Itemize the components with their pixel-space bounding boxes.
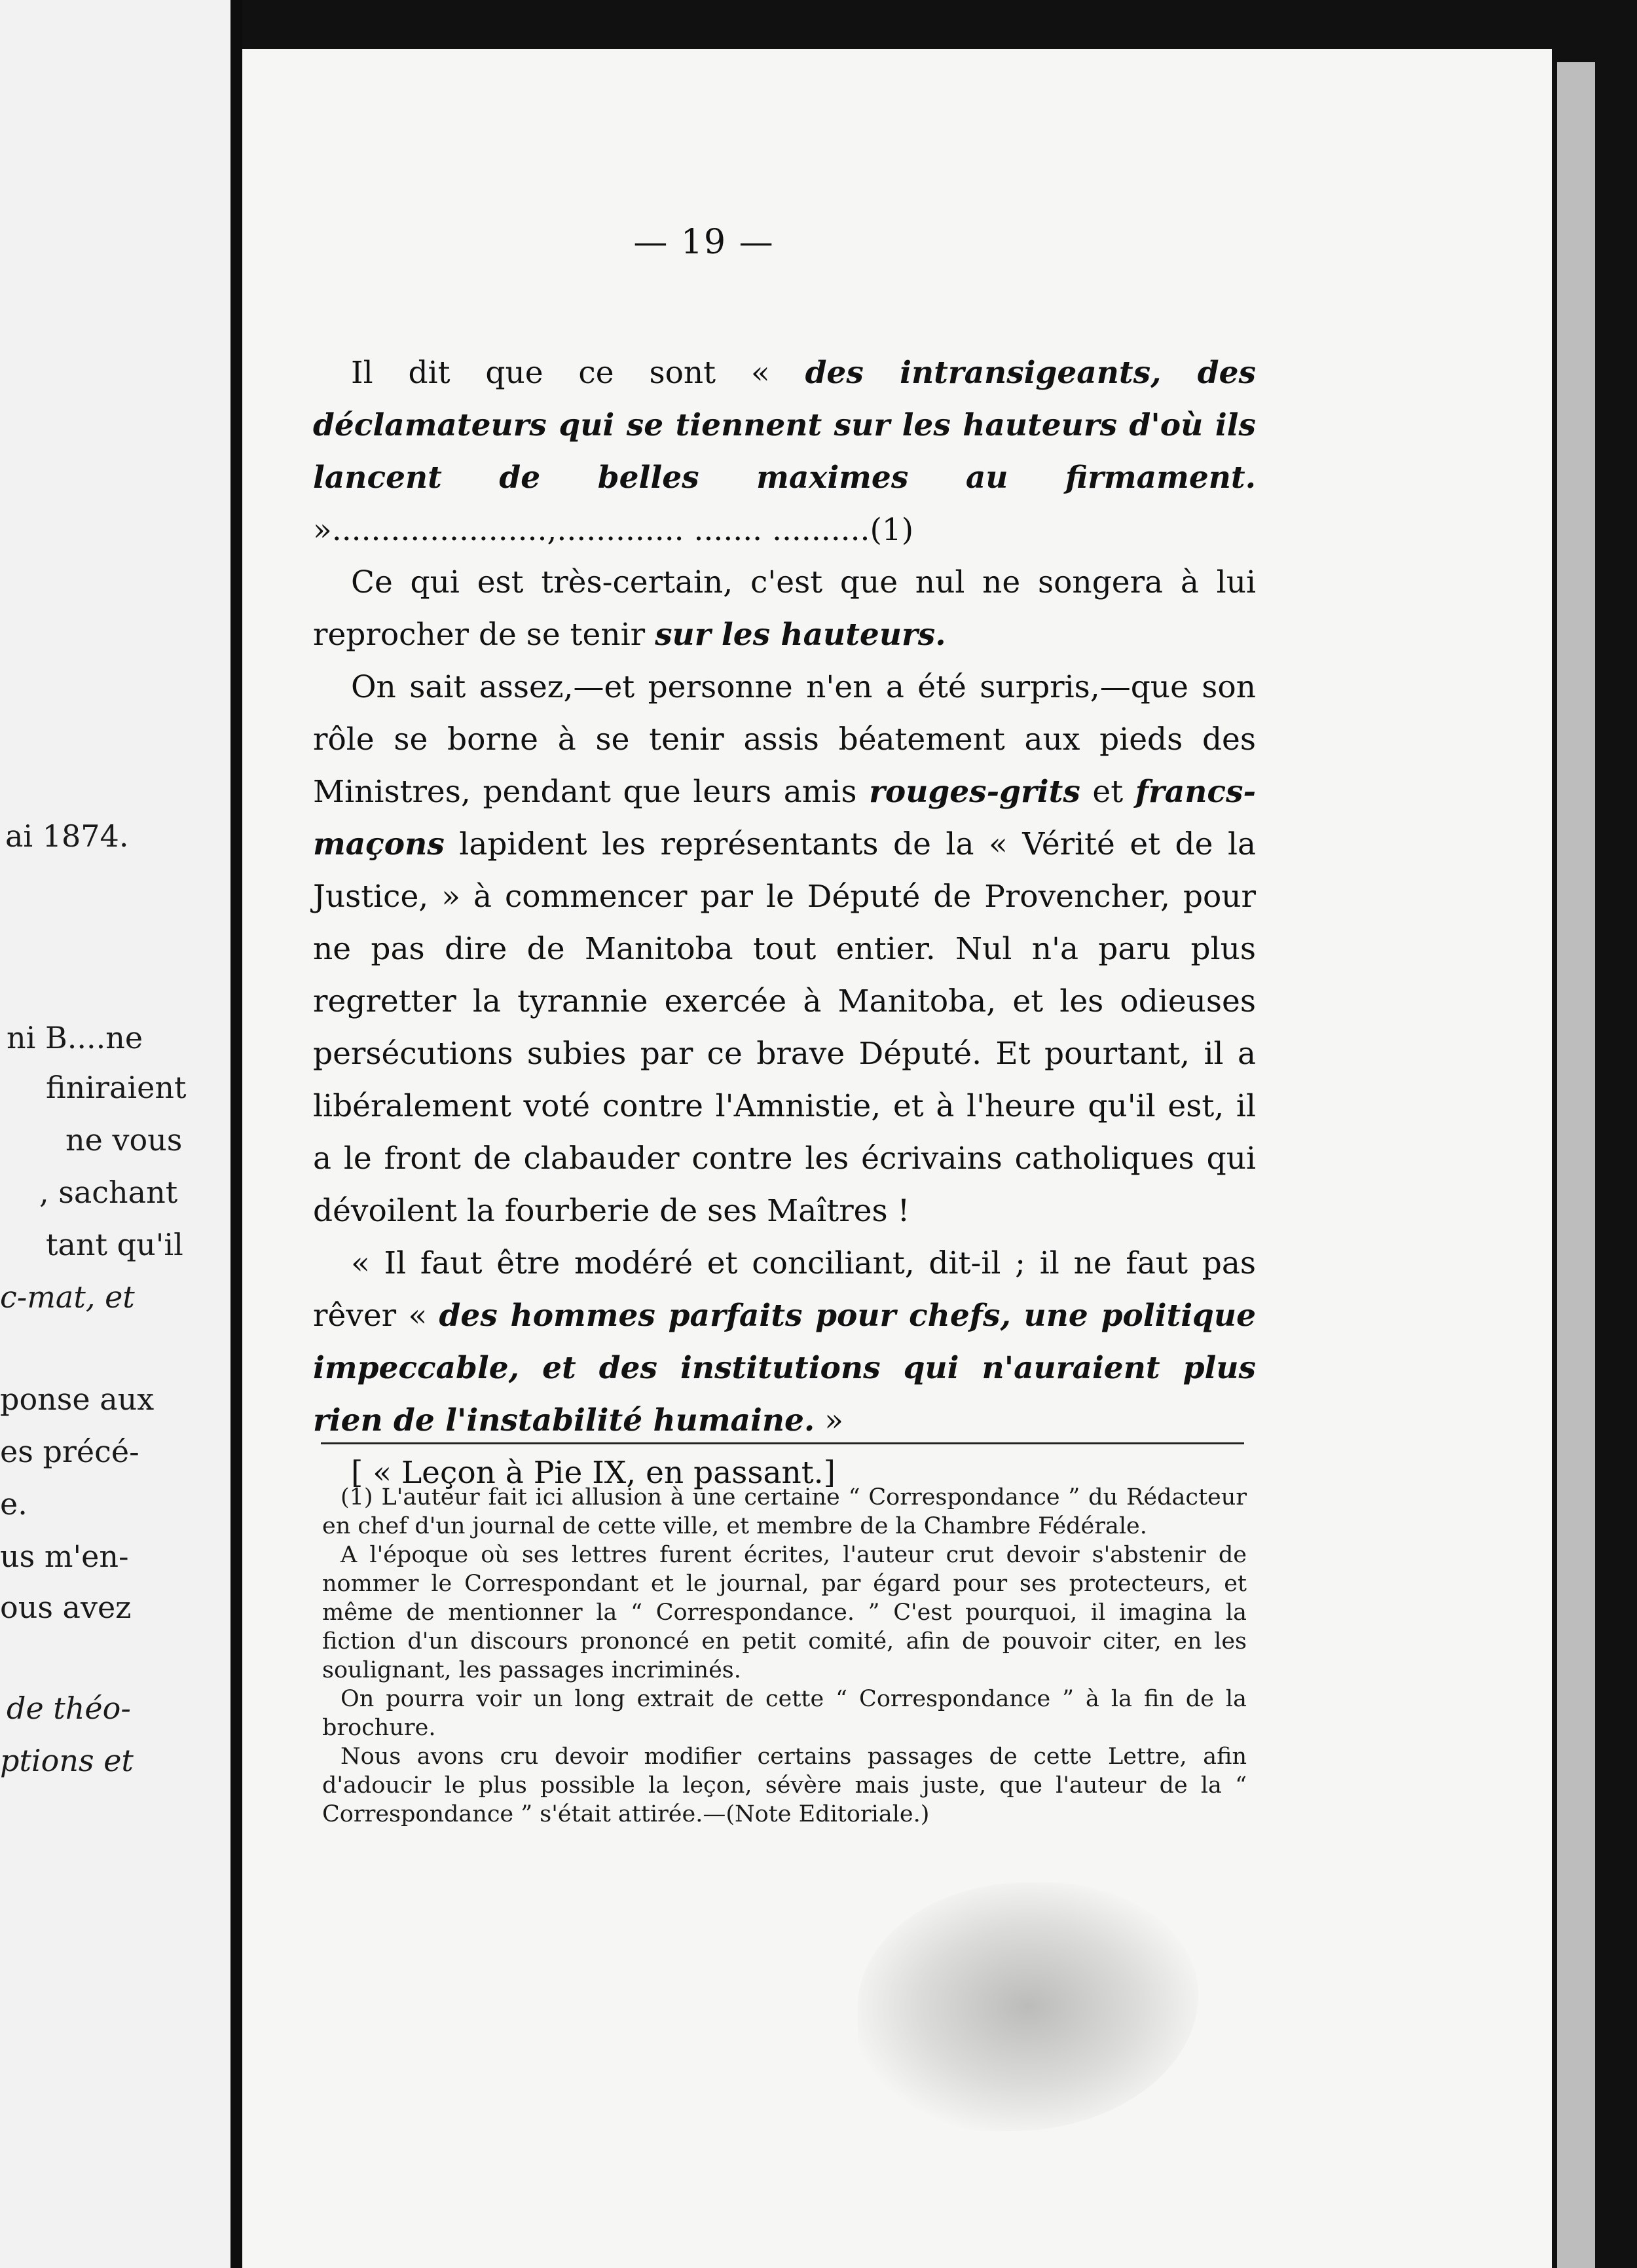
footnote: A l'époque où ses lettres furent écrites, l'auteur crut devoir s'abstenir de nommer le Correspondant et le journal, par égard pour ses protecteurs, et même de mentionner la “ Correspondance. ” C'est pourquoi, il imagina la fiction d'un discours prononcé en petit comité, afin de pouvoir citer, en les soulignant, les passages incriminés. <box>322 1542 1247 1683</box>
left-fragment: finiraient <box>46 1070 187 1105</box>
left-fragment: ni B....ne <box>7 1020 143 1055</box>
paragraph <box>313 557 1256 661</box>
footnote: Nous avons cru devoir modifier certains passages de cette Lettre, afin d'adoucir le plus possible la leçon, sévère mais juste, que l'auteur de la “ Correspondance ” s'était attirée.—(Note Editoriale.) <box>322 1744 1247 1827</box>
main-page <box>242 49 1552 2268</box>
italic-run: des intransigeants, des déclamateurs qui se tiennent sur les hauteurs d'où ils lancent de belles maximes au firmament. <box>313 355 1256 496</box>
italic-run: francs-maçons <box>313 774 1256 862</box>
paragraph <box>313 1237 1256 1447</box>
left-fragment: de théo- <box>7 1691 131 1726</box>
page-edge-sheet <box>1557 62 1595 2268</box>
text-run: [ « Leçon à Pie IX, en passant.] <box>351 1455 836 1491</box>
left-fragment: es précé- <box>0 1434 139 1469</box>
left-fragment: c-mat, et <box>0 1279 135 1315</box>
italic-run: rouges-grits <box>869 774 1080 810</box>
left-fragment: ptions et <box>0 1743 134 1778</box>
page-number: — 19 — <box>633 223 775 262</box>
footnote: (1) L'auteur fait ici allusion à une certaine “ Correspondance ” du Rédacteur en chef d'un journal de cette ville, et membre de la Chambre Fédérale. <box>322 1484 1247 1539</box>
previous-page-fragment <box>0 0 230 2268</box>
text-run: On sait assez,—et personne n'en a été surpris,—que son rôle se borne à se tenir assis béatement aux pieds des Ministres, pendant que leurs amis <box>313 669 1256 810</box>
left-fragment: ne vous <box>65 1122 183 1158</box>
left-fragment: e. <box>0 1486 28 1522</box>
paragraph <box>313 347 1256 557</box>
left-fragment: , sachant <box>39 1175 178 1210</box>
left-fragment: ai 1874. <box>5 818 129 854</box>
paragraph <box>313 661 1256 1237</box>
italic-run: des hommes parfaits pour chefs, une politique impeccable, et des institutions qui n'auraient plus rien de l'instabilité humaine. <box>313 1298 1256 1438</box>
italic-run: sur les hauteurs. <box>655 617 946 653</box>
book-gutter <box>230 0 242 2268</box>
left-fragment: us m'en- <box>0 1539 129 1574</box>
left-fragment: ponse aux <box>0 1381 155 1417</box>
footnote-divider <box>321 1442 1244 1444</box>
text-run: lapident les représentants de la « Vérité et de la Justice, » à commencer par le Député de Provencher, pour ne pas dire de Manitoba tout entier. Nul n'a paru plus regretter la tyrannie exercée à Manitoba, et les odieuses persécutions subies par ce brave Député. Et pourtant, il a libéralement voté contre l'Amnistie, et à l'heure qu'il est, il a le front de clabauder contre les écrivains catholiques qui dévoilent la fourberie de ses Maîtres ! <box>313 826 1256 1229</box>
paper-stain <box>858 1882 1198 2131</box>
body-text <box>313 347 1256 1499</box>
scan-top-border <box>242 0 1552 49</box>
scan-right-border <box>1552 0 1637 2268</box>
text-run: »......................,............. ....... ..........(1) <box>313 512 914 548</box>
text-run: » <box>815 1402 844 1438</box>
footnote: On pourra voir un long extrait de cette “ Correspondance ” à la fin de la brochure. <box>322 1686 1247 1741</box>
text-run: Ce qui est très-certain, c'est que nul ne songera à lui reprocher de se tenir <box>313 564 1256 653</box>
text-run: Il dit que ce sont « <box>351 355 805 391</box>
text-run: « Il faut être modéré et conciliant, dit-il ; il ne faut pas rêver « <box>313 1245 1256 1334</box>
left-fragment: tant qu'il <box>46 1227 183 1262</box>
text-run: et <box>1080 774 1135 810</box>
footnotes <box>322 1483 1247 1829</box>
left-fragment: ous avez <box>0 1590 132 1625</box>
